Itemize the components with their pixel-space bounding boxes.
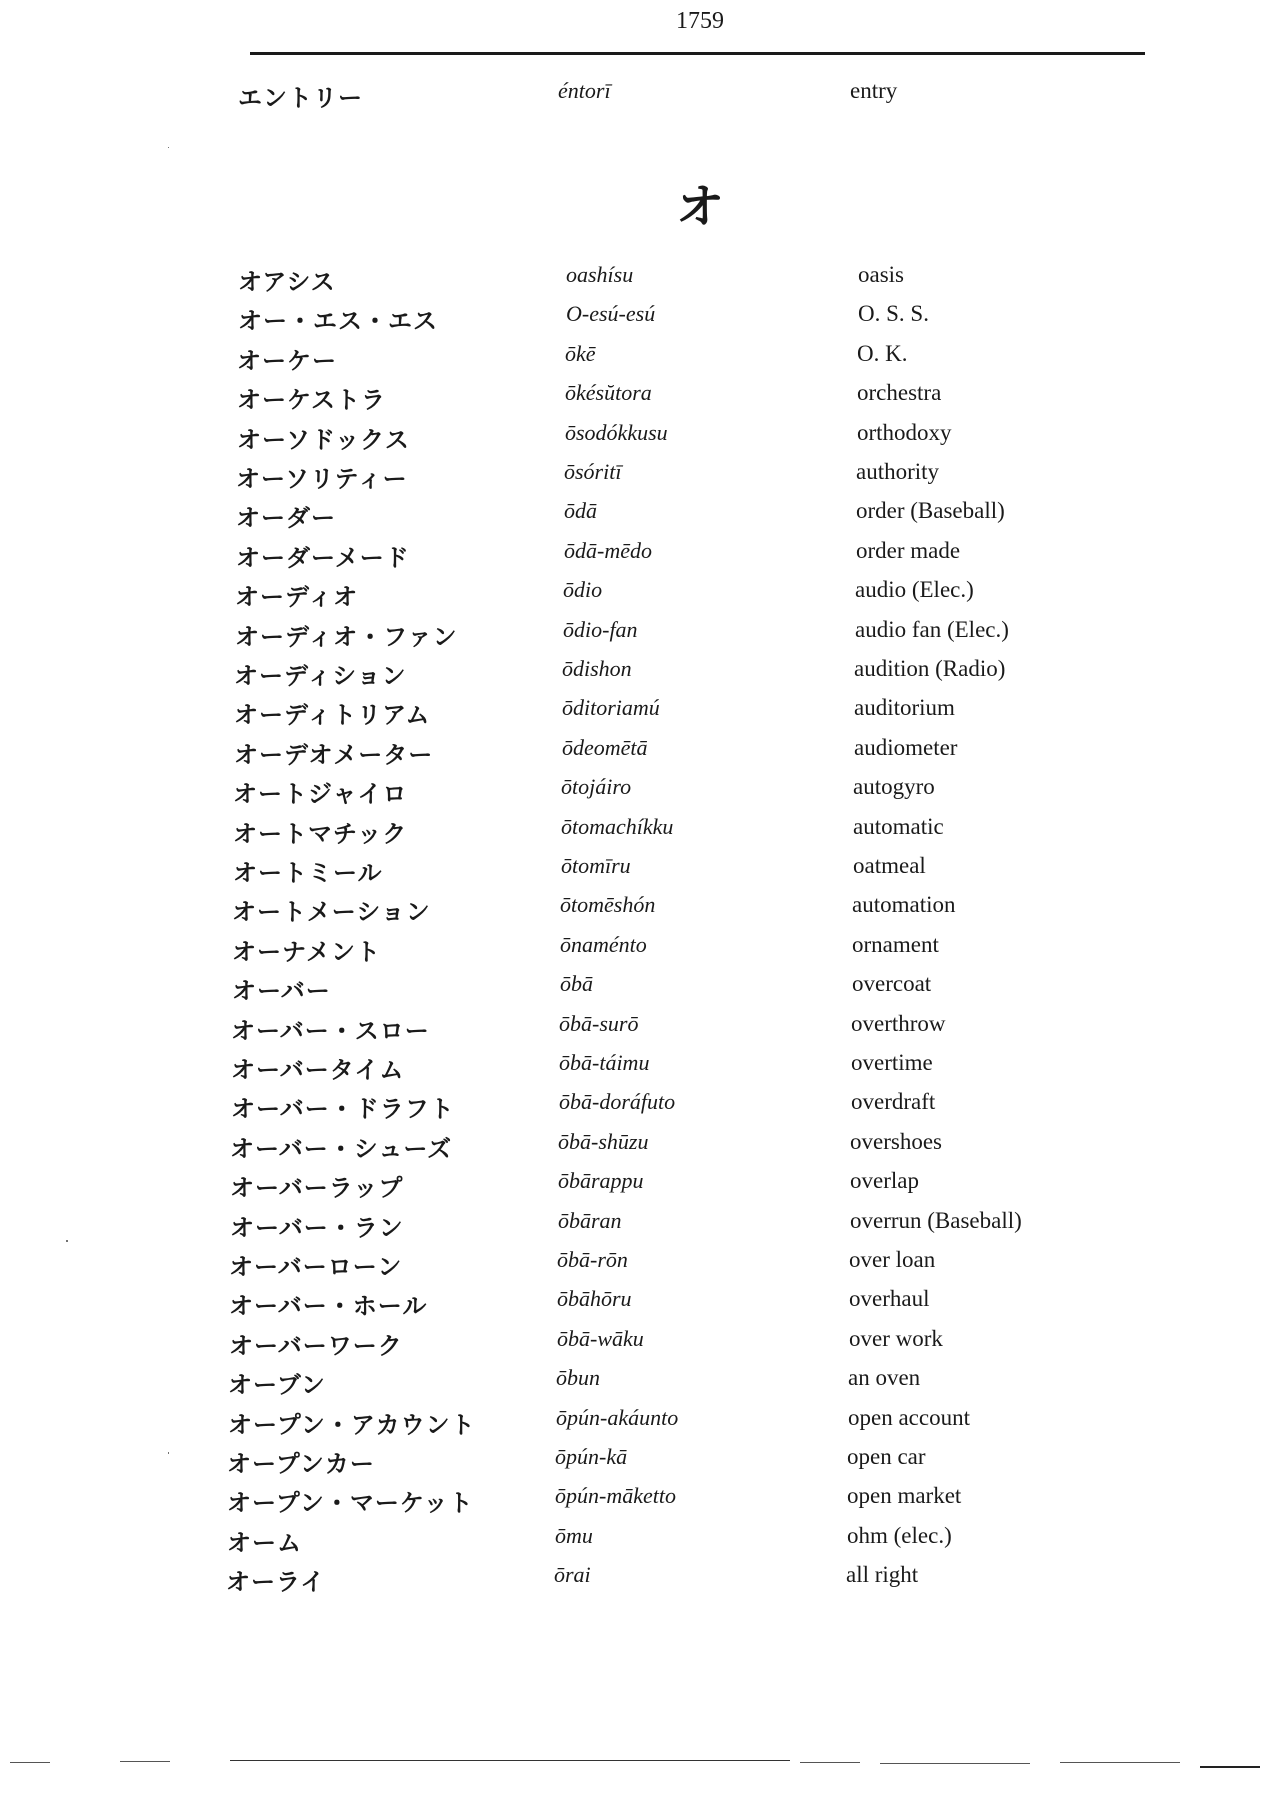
entry-row (0, 853, 1273, 889)
entry-romaji: ōbā-doráfuto (559, 1089, 676, 1114)
entry-row (0, 1405, 1273, 1441)
entry-romaji: ōbun (556, 1365, 600, 1390)
entry-romaji: ōbā-shūzu (558, 1129, 649, 1154)
entry-kana: オーバー・ドラフト (231, 1095, 455, 1123)
scan-speck (66, 1240, 68, 1242)
entry-romaji: ōbā-táimu (559, 1050, 650, 1075)
entry-romaji: ōnaménto (560, 932, 647, 957)
entry-kana: オートジャイロ (233, 780, 408, 808)
entry-english: automation (852, 892, 956, 917)
entry-romaji: ōbā-surō (559, 1011, 639, 1036)
entry-english: audition (Radio) (854, 656, 1006, 681)
entry-romaji: oashísu (566, 262, 634, 287)
entry-romaji: ōpún-kā (555, 1444, 628, 1469)
entry-english: auditorium (854, 695, 955, 720)
entry-row (0, 1562, 1273, 1598)
entry-romaji: ōbāran (558, 1208, 622, 1233)
entry-row (0, 1286, 1273, 1322)
entry-english: all right (846, 1562, 919, 1587)
header-rule (250, 52, 1145, 55)
entry-romaji: ōrai (554, 1562, 591, 1587)
entry-row (0, 1011, 1273, 1047)
entry-english: open car (847, 1444, 926, 1469)
entry-kana: オーソリティー (236, 465, 408, 493)
entry-row (0, 1247, 1273, 1283)
entry-kana: オーケー (237, 347, 337, 375)
entry-row (0, 1326, 1273, 1362)
entry-row (0, 971, 1273, 1007)
entry-english: overtime (851, 1050, 933, 1075)
entry-row (0, 1208, 1273, 1244)
entry-romaji: ōditoriamú (562, 695, 660, 720)
entry-kana: オーバーワーク (229, 1332, 403, 1360)
entry-row (0, 656, 1273, 692)
entry-kana: オーダーメード (236, 544, 410, 572)
entry-kana: オーバー (232, 977, 331, 1005)
scan-speck (168, 147, 169, 148)
entry-english: an oven (848, 1365, 921, 1390)
entry-kana: オートマチック (233, 820, 408, 848)
entry-english: automatic (853, 814, 944, 839)
entry-kana: オープン・アカウント (228, 1411, 476, 1439)
entry-english: ohm (elec.) (847, 1523, 952, 1548)
entry-romaji: ōkésŭtora (565, 380, 652, 405)
entry-row (0, 892, 1273, 928)
entry-row (0, 459, 1273, 495)
entry-english: entry (850, 78, 898, 103)
entry-romaji: ōkē (565, 341, 596, 366)
bottom-scan-lines (0, 1762, 1273, 1782)
entry-kana: オーライ (226, 1568, 326, 1596)
entry-english: overcoat (852, 971, 932, 996)
entry-kana: オーケストラ (237, 386, 387, 414)
entry-romaji: ōbā (560, 971, 593, 996)
entry-romaji: ōsodókkusu (565, 420, 668, 445)
entry-romaji: ōdio-fan (563, 617, 638, 642)
entry-row (0, 617, 1273, 653)
entry-kana: オープン・マーケット (227, 1489, 474, 1517)
entry-english: overthrow (851, 1011, 946, 1036)
entry-english: audio (Elec.) (855, 577, 974, 602)
entry-kana: オーディオ (235, 583, 359, 611)
entry-kana: オーバー・ホール (229, 1292, 428, 1320)
entry-english: audio fan (Elec.) (855, 617, 1009, 642)
entry-english: open market (847, 1483, 962, 1508)
entry-romaji: ōtomachíkku (561, 814, 674, 839)
entry-english: overrun (Baseball) (850, 1208, 1022, 1233)
entry-romaji: ōdeomētā (562, 735, 648, 760)
entry-kana: オーバーローン (229, 1253, 403, 1281)
entry-kana: オートメーション (232, 898, 431, 926)
entry-english: overlap (850, 1168, 919, 1193)
entry-kana: オーバー・ラン (230, 1214, 404, 1242)
entry-romaji: ōpún-māketto (555, 1483, 676, 1508)
entry-romaji: ōbāhōru (557, 1286, 632, 1311)
entry-romaji: ōsóritī (564, 459, 622, 484)
entry-kana: オープンカー (227, 1450, 375, 1478)
entry-romaji: ōdio (563, 577, 603, 602)
entry-english: over work (849, 1326, 943, 1351)
entry-romaji: éntorī (558, 78, 611, 103)
entry-kana: オートミール (233, 859, 383, 887)
entry-row (0, 1483, 1273, 1519)
entry-english: open account (848, 1405, 970, 1430)
entry-row (0, 341, 1273, 377)
entry-row (0, 538, 1273, 574)
entry-row (0, 380, 1273, 416)
entry-row (0, 301, 1273, 337)
entry-romaji: O-esú-esú (566, 301, 656, 326)
entry-romaji: ōpún-akáunto (556, 1405, 679, 1430)
entry-row (0, 420, 1273, 456)
entry-kana: オーダー (236, 504, 336, 532)
entry-romaji: ōdā-mēdo (564, 538, 652, 563)
entry-english: orchestra (857, 380, 942, 405)
entry-row (0, 262, 1273, 298)
entry-kana: オーディトリアム (234, 701, 431, 729)
entry-row (0, 774, 1273, 810)
entry-row (0, 1523, 1273, 1559)
entry-kana: オーバー・スロー (231, 1017, 430, 1045)
entry-romaji: ōmu (555, 1523, 593, 1548)
entry-english: O. S. S. (858, 301, 929, 326)
entry-row (0, 814, 1273, 850)
entry-kana: オーバー・シューズ (230, 1135, 453, 1163)
entry-row (0, 1089, 1273, 1125)
entry-kana: オーディオ・ファン (235, 623, 458, 651)
entry-romaji: ōtojáiro (561, 774, 632, 799)
entry-english: order (Baseball) (856, 498, 1005, 523)
entry-english: ornament (852, 932, 939, 957)
entry-romaji: ōbārappu (558, 1168, 644, 1193)
entry-romaji: ōbā-rōn (557, 1247, 628, 1272)
entry-english: overdraft (851, 1089, 936, 1114)
entry-english: orthodoxy (857, 420, 952, 445)
entry-kana: オーバータイム (231, 1056, 405, 1084)
section-heading: オ (675, 179, 724, 235)
entry-row (0, 1050, 1273, 1086)
entry-kana: オーム (227, 1529, 302, 1557)
top-entry-row (0, 78, 1273, 114)
entry-row (0, 498, 1273, 534)
entry-kana: オーナメント (232, 938, 382, 966)
entry-english: order made (856, 538, 961, 563)
entry-english: audiometer (854, 735, 958, 760)
page-number: 1759 (676, 8, 724, 34)
entry-romaji: ōtomīru (561, 853, 631, 878)
entry-english: over loan (849, 1247, 936, 1272)
entry-row (0, 577, 1273, 613)
entry-kana: オーバーラップ (230, 1174, 404, 1202)
entry-romaji: ōdā (564, 498, 597, 523)
entry-english: overshoes (850, 1129, 942, 1154)
scan-speck (168, 1452, 169, 1454)
entry-row (0, 1444, 1273, 1480)
entry-row (0, 735, 1273, 771)
entry-row (0, 1168, 1273, 1204)
entry-english: oasis (858, 262, 904, 287)
entry-english: authority (856, 459, 940, 484)
entry-english: oatmeal (853, 853, 926, 878)
entry-row (0, 1129, 1273, 1165)
entry-kana: オーブン (228, 1371, 326, 1399)
entry-row (0, 1365, 1273, 1401)
entry-kana: オーデオメーター (234, 741, 434, 769)
entry-row (0, 932, 1273, 968)
entry-english: overhaul (849, 1286, 930, 1311)
entry-kana: オアシス (238, 268, 336, 296)
entry-kana: オーソドックス (237, 426, 410, 454)
entry-kana: エントリー (238, 84, 363, 112)
entry-romaji: ōtomēshón (560, 892, 656, 917)
entry-english: O. K. (857, 341, 908, 366)
entry-english: autogyro (853, 774, 935, 799)
entry-kana: オー・エス・エス (238, 307, 438, 335)
entry-romaji: ōbā-wāku (557, 1326, 644, 1351)
entry-row (0, 695, 1273, 731)
entry-romaji: ōdishon (562, 656, 632, 681)
entry-kana: オーディション (234, 662, 407, 690)
